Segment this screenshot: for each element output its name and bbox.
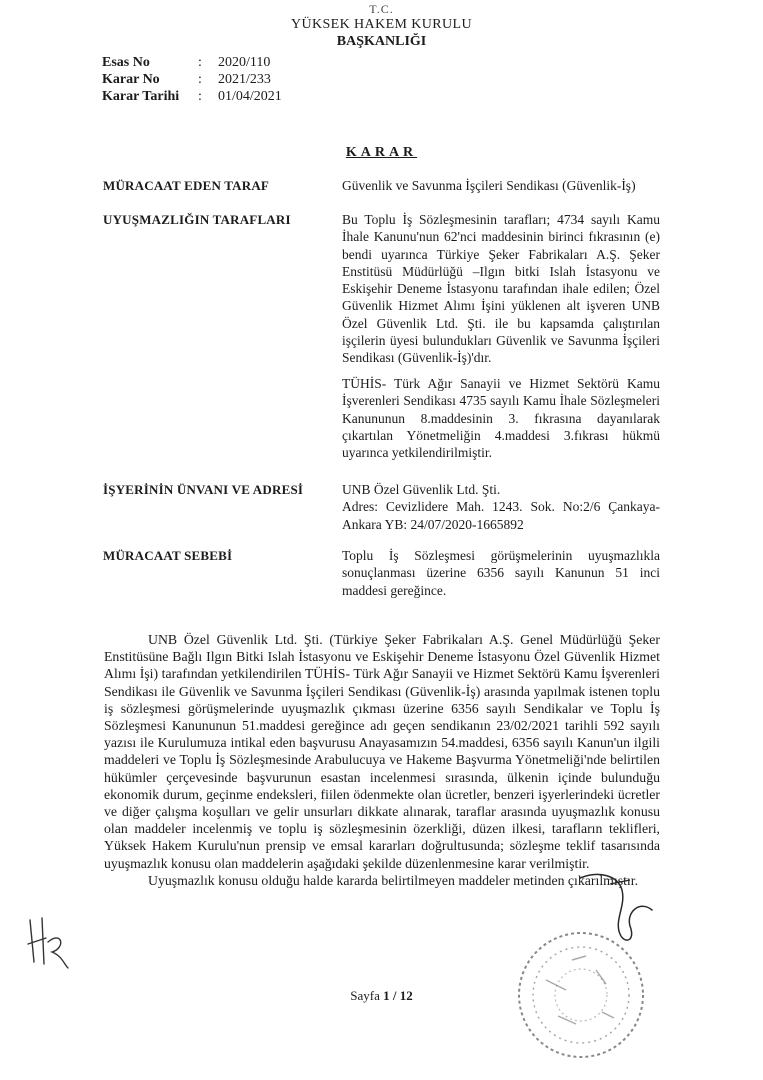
- meta-label: Karar Tarihi: [102, 89, 180, 104]
- header-institution: YÜKSEK HAKEM KURULU: [290, 17, 473, 32]
- body-paragraph-1: UNB Özel Güvenlik Ltd. Şti. (Türkiye Şeker Fabrikaları A.Ş. Genel Müdürlüğü Şeker Enstitüsüne Bağlı Ilgın Bitki Islah İstasyonu ve Eskişehir Deneme İstasyonu Özel Güvenlik Hizmet Alımı İşi) tarafından yetkilendirilen TÜHİS- Türk Ağır Sanayii ve Hizmet Sektörü Kamu İşverenleri Sendikası ile Güvenlik ve Savunma İşçileri Sendikası (Güvenlik-İş) arasında yapılmak istenen toplu iş sözleşmesi görüşmelerinde uyuşmazlık çıkması üzerine 6356 sayılı Sendikalar ve Toplu İş Sözleşmesi Kanununun 51.maddesi gereğince adı geçen sendikanın 23/02/2021 tarihli 592 sayılı yazısı ile Kurulumuza intikal eden başvurusu Anayasamızın 54.maddesi, 6356 sayılı Kanun'un ilgili maddeleri ve Toplu İş Sözleşmesinde Arabulucuya ve Hakeme Başvurma Yönetmeliği'nde belirtilen hükümler çerçevesinde başvurunun esastan incelenmesi sırasında, ülkenin içinde bulunduğu ekonomik durum, geçinme endeksleri, fiilen ödenmekte olan ücretler, benzeri işyerlerindeki ücretler ve diğer çalışma koşulları ve gelir unsurları dikkate alınarak, taraflar arasında uyuşmazlık konusu olan maddeler incelenmiş ve toplu iş sözleşmesinin özerkliği, düzen ilkesi, tarafların teklifleri, Yüksek Hakem Kurulu'nun prensip ve emsal kararları doğrultusunda; sözleşme teklif tasarısında uyuşmazlık konusu olan maddelerin aşağıdaki şekilde düzenlenmesine karar verilmiştir.: [104, 632, 660, 871]
- case-metadata: [102, 54, 282, 105]
- header-tc: T.C.: [369, 2, 394, 16]
- section-label-applicant: MÜRACAAT EDEN TARAF: [103, 178, 270, 193]
- section-text-reason: Toplu İş Sözleşmesi görüşmelerinin uyuşmazlıkla sonuçlanması üzerine 6356 sayılı Kanunun 51 inci maddesi gereğince.: [342, 548, 660, 598]
- workplace-name: UNB Özel Güvenlik Ltd. Şti.: [342, 482, 501, 497]
- meta-sep: :: [198, 55, 202, 70]
- section-text-parties-2: TÜHİS- Türk Ağır Sanayii ve Hizmet Sektörü Kamu İşverenleri Sendikası 4735 sayılı Kamu İhale Sözleşmeleri Kanununun 8.maddesinin 3. fıkrasına dayanılarak çıkartılan Yönetmeliğin 4.maddesi 3.fıkrası hükmü uyarınca yetkilendirilmiştir.: [342, 376, 660, 461]
- document-header: [0, 2, 763, 50]
- meta-value: 01/04/2021: [218, 89, 282, 104]
- meta-value: 2020/110: [218, 55, 271, 70]
- section-label-parties: UYUŞMAZLIĞIN TARAFLARI: [103, 212, 291, 227]
- section-text-workplace: [342, 481, 660, 533]
- page-sep: /: [392, 988, 397, 1003]
- meta-row-esas: [102, 54, 282, 71]
- page-prefix: Sayfa: [350, 988, 380, 1003]
- meta-label: Esas No: [102, 55, 150, 70]
- page-current: 1: [383, 988, 390, 1003]
- meta-value: 2021/233: [218, 72, 271, 87]
- section-label-workplace: İŞYERİNİN ÜNVANI VE ADRESİ: [103, 482, 304, 497]
- decision-title-text: KARAR: [345, 145, 418, 160]
- handwritten-initials: [22, 912, 72, 972]
- meta-sep: :: [198, 72, 202, 87]
- page-total: 12: [399, 988, 413, 1003]
- official-stamp: [506, 920, 656, 1070]
- meta-row-tarih: [102, 88, 282, 105]
- body-paragraph-2: Uyuşmazlık konusu olduğu halde kararda belirtilmeyen maddeler metinden çıkarılmıştır.: [148, 872, 639, 888]
- section-label-reason: MÜRACAAT SEBEBİ: [103, 548, 233, 563]
- meta-label: Karar No: [102, 72, 160, 87]
- meta-sep: :: [198, 89, 202, 104]
- section-text-applicant: Güvenlik ve Savunma İşçileri Sendikası (Güvenlik-İş): [342, 178, 636, 193]
- decision-title: [0, 145, 763, 161]
- workplace-address: Adres: Cevizlidere Mah. 1243. Sok. No:2/6 Çankaya-Ankara YB: 24/07/2020-1665892: [342, 499, 660, 532]
- section-text-parties: Bu Toplu İş Sözleşmesinin tarafları; 4734 sayılı Kamu İhale Kanunu'nun 62'nci maddesinin birinci fıkrasının (e) bendi uyarınca Türkiye Şeker Fabrikaları A.Ş. Şeker Enstitüsü Müdürlüğü –Ilgın bitki Islah İstasyonu ve Eskişehir Deneme İstasyonu tarafından ihale edilen; Özel Güvenlik Hizmet Alımı İşini yüklenen alt işveren UNB Özel Güvenlik Ltd. Şti. ile bu kapsamda çalıştırılan işçilerin üyesi bulundukları Güvenlik ve Savunma İşçileri Sendikası (Güvenlik-İş)'dır.: [342, 212, 660, 366]
- header-department: BAŞKANLIĞI: [336, 34, 427, 49]
- meta-row-karar: [102, 71, 282, 88]
